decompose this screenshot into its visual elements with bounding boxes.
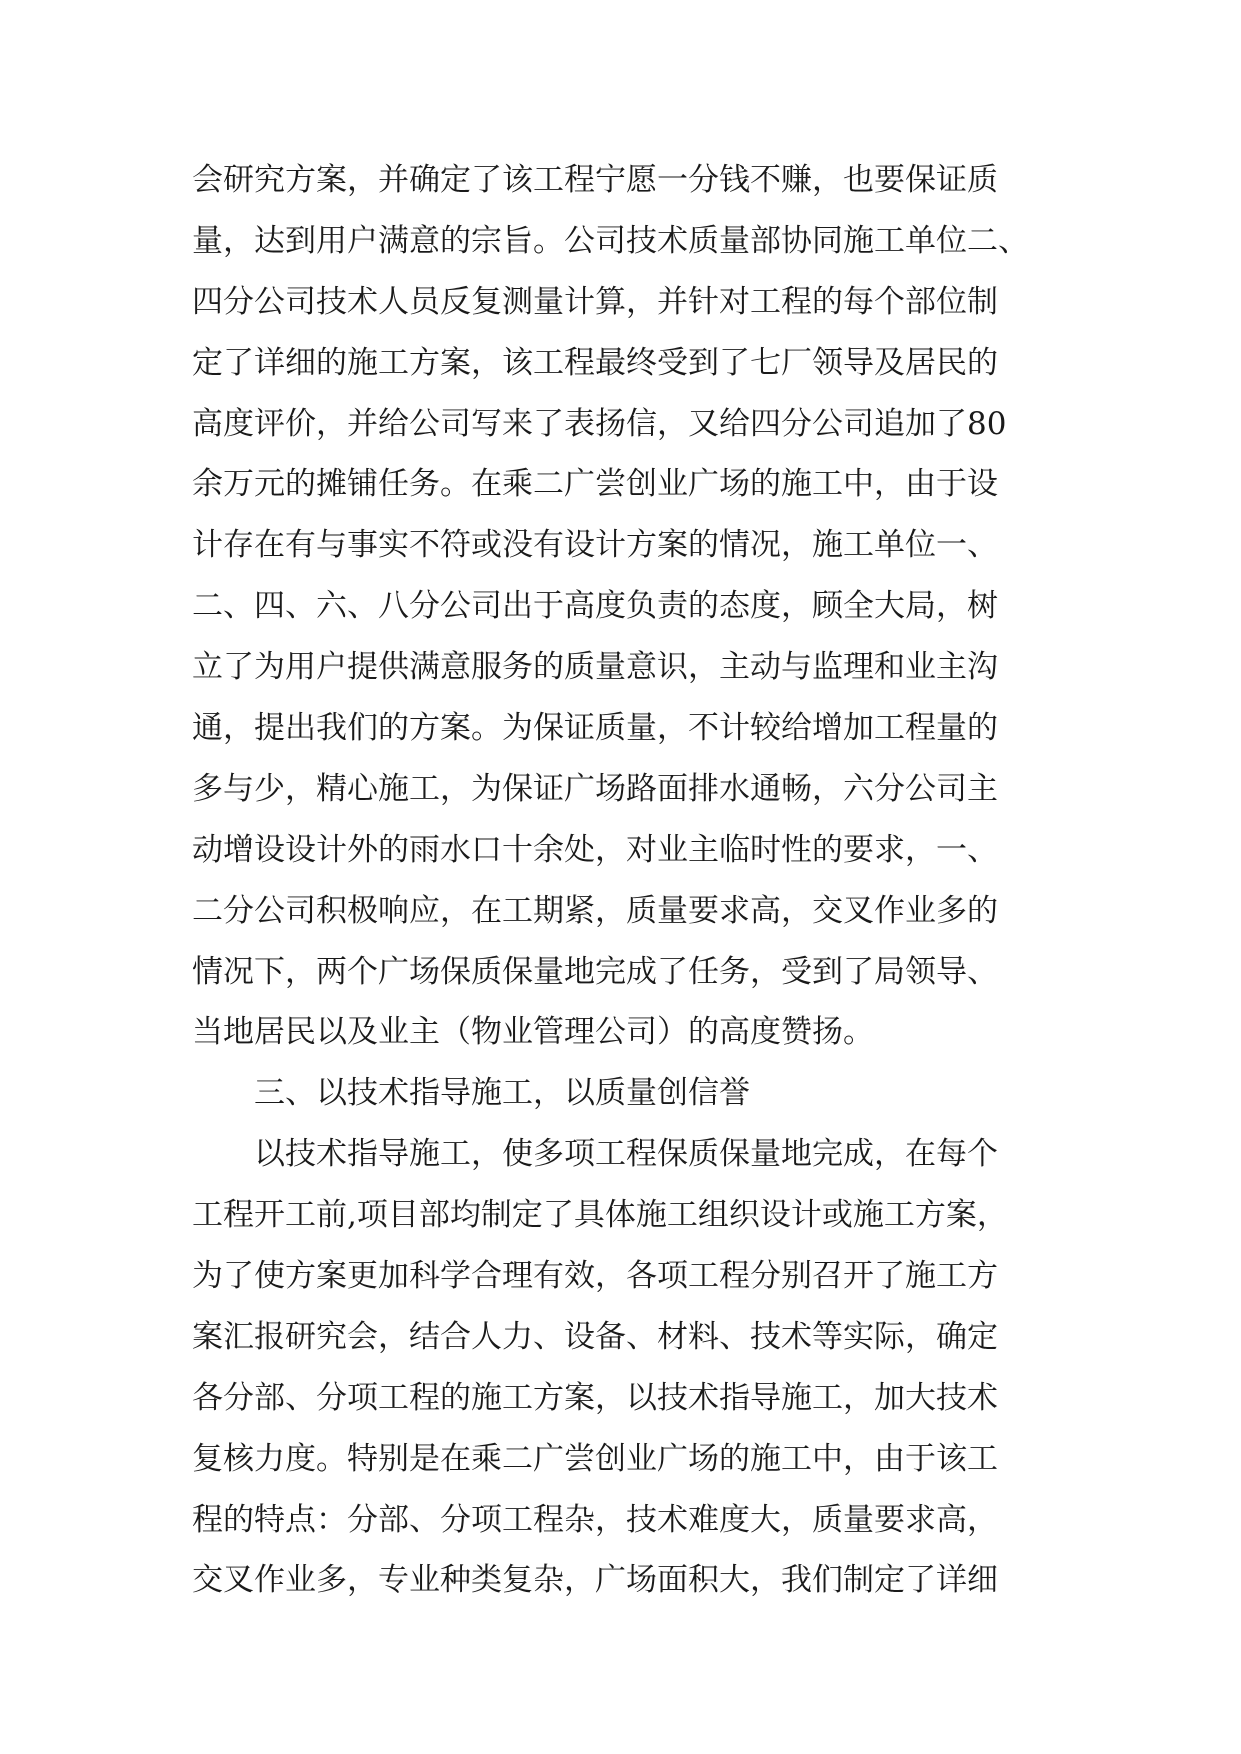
section-heading: 三、以技术指导施工，以质量创信誉 <box>254 1075 750 1112</box>
text-line: 为了使方案更加科学合理有效，各项工程分别召开了施工方 <box>192 1258 998 1295</box>
text-line: 各分部、分项工程的施工方案，以技术指导施工，加大技术 <box>192 1379 998 1416</box>
text-line: 会研究方案，并确定了该工程宁愿一分钱不赚，也要保证质 <box>192 162 998 198</box>
text-line: 二分公司积极响应，在工期紧，质量要求高，交叉作业多的 <box>192 892 998 929</box>
text-line: 四分公司技术人员反复测量计算，并针对工程的每个部位制 <box>192 283 998 320</box>
text-line: 二、四、六、八分公司出于高度负责的态度，顾全大局，树 <box>192 588 998 625</box>
text-line: 当地居民以及业主（物业管理公司）的高度赞扬。 <box>192 1014 874 1051</box>
text-line: 工程开工前,项目部均制定了具体施工组织设计或施工方案， <box>192 1197 1008 1234</box>
text-line: 计存在有与事实不符或没有设计方案的情况，施工单位一、 <box>192 527 998 564</box>
text-line: 余万元的摊铺任务。在乘二广尝创业广场的施工中，由于设 <box>192 466 998 503</box>
body-text <box>192 150 1072 1611</box>
text-line: 程的特点：分部、分项工程杂，技术难度大，质量要求高， <box>192 1501 998 1538</box>
text-line: 动增设设计外的雨水口十余处，对业主临时性的要求，一、 <box>192 831 998 868</box>
text-line: 通，提出我们的方案。为保证质量，不计较给增加工程量的 <box>192 710 998 747</box>
text-line: 多与少，精心施工，为保证广场路面排水通畅，六分公司主 <box>192 770 998 807</box>
text-line: 交叉作业多，专业种类复杂，广场面积大，我们制定了详细 <box>192 1562 998 1599</box>
text-line: 案汇报研究会，结合人力、设备、材料、技术等实际，确定 <box>192 1318 998 1355</box>
paragraph-first-line: 以技术指导施工，使多项工程保质保量地完成，在每个 <box>254 1136 998 1173</box>
text-line: 定了详细的施工方案，该工程最终受到了七厂领导及居民的 <box>192 344 998 381</box>
text-line: 量，达到用户满意的宗旨。公司技术质量部协同施工单位二、 <box>192 222 1029 259</box>
text-line: 复核力度。特别是在乘二广尝创业广场的施工中，由于该工 <box>192 1440 998 1477</box>
text-line: 高度评价，并给公司写来了表扬信，又给四分公司追加了80 <box>192 405 1007 442</box>
text-line: 立了为用户提供满意服务的质量意识，主动与监理和业主沟 <box>192 649 998 686</box>
text-line: 情况下，两个广场保质保量地完成了任务，受到了局领导、 <box>192 953 998 990</box>
